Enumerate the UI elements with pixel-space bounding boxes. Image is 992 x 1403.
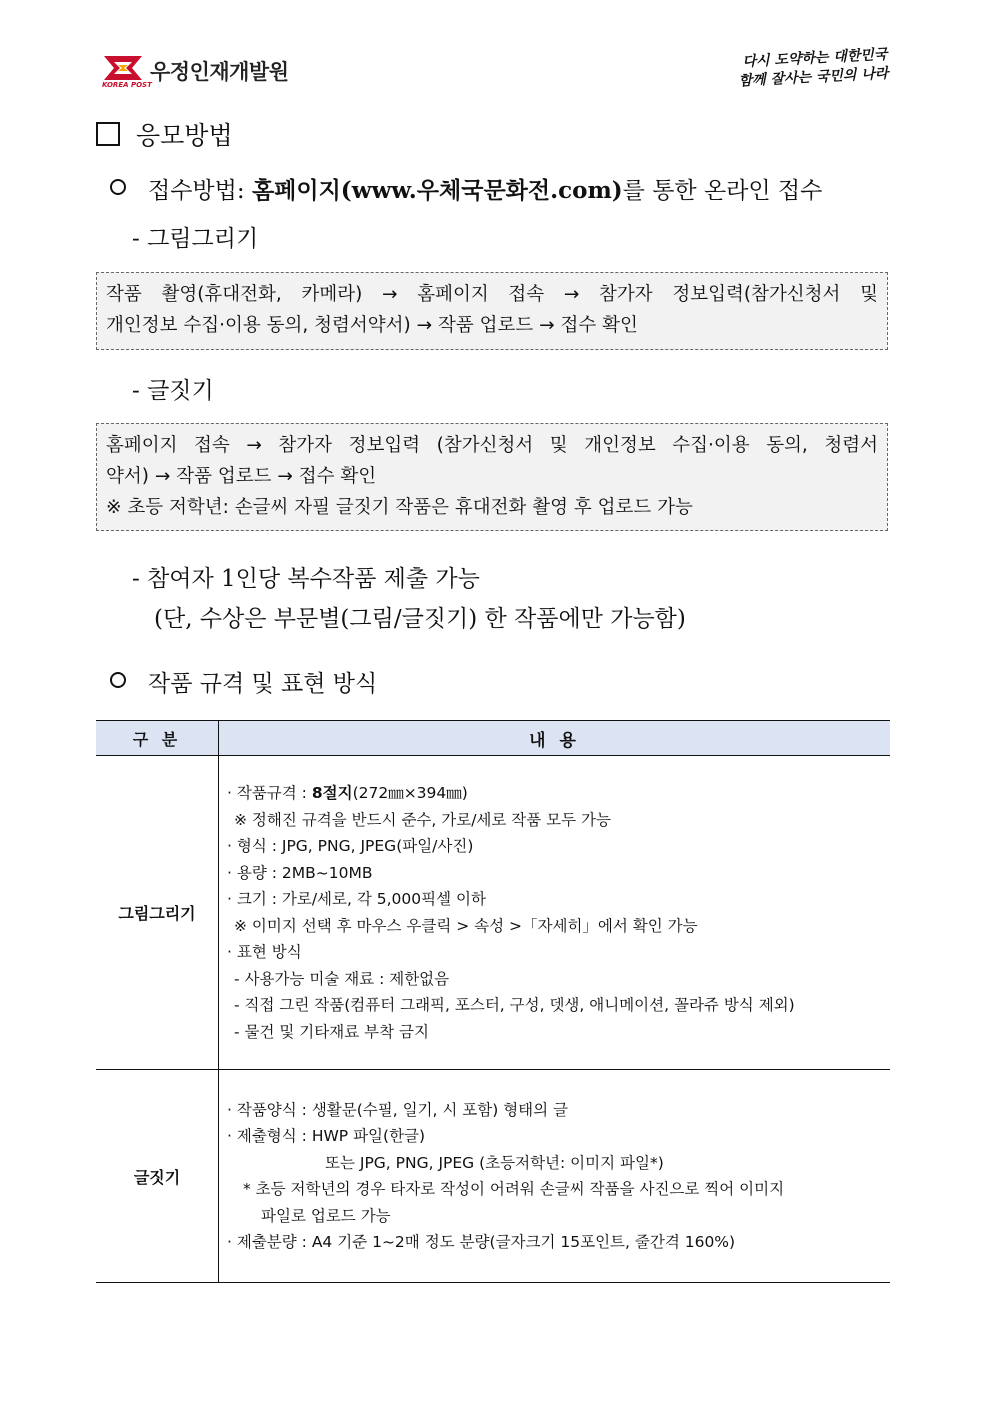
submission-method xyxy=(110,172,822,205)
logo-sub: KOREA POST xyxy=(102,81,152,89)
writing-heading: - 글짓기 xyxy=(132,378,214,404)
table-header-category: 구 분 xyxy=(96,721,219,756)
spec-line: · 형식 : JPG, PNG, JPEG(파일/사진) xyxy=(227,837,474,855)
spec-line: · 표현 방식 xyxy=(227,943,302,961)
spec-line: 또는 JPG, PNG, JPEG (초등저학년: 이미지 파일*) xyxy=(325,1153,664,1172)
spec-line: - 물건 및 기타재료 부착 금지 xyxy=(234,1022,429,1041)
drawing-steps-line2: 개인정보 수집·이용 동의, 청렴서약서) → 작품 업로드 → 접수 확인 xyxy=(106,315,638,336)
table-category: 글짓기 xyxy=(96,1070,219,1283)
table-header-content: 내 용 xyxy=(219,721,891,756)
drawing-heading: - 그림그리기 xyxy=(132,226,259,252)
writing-steps-box xyxy=(96,423,888,531)
spec-line: * 초등 저학년의 경우 타자로 작성이 어려워 손글씨 작품을 사진으로 찍어 이미지 xyxy=(243,1180,785,1198)
table-header-row xyxy=(96,721,890,756)
spec-line: · 작품양식 : 생활문(수필, 일기, 시 포함) 형태의 글 xyxy=(227,1100,569,1119)
section-title: 응모방법 xyxy=(96,116,233,152)
spec-table xyxy=(96,720,890,1283)
spec-line: ※ 이미지 선택 후 마우스 우클릭 > 속성 >「자세히」에서 확인 가능 xyxy=(234,916,698,935)
multi-entry-line2: (단, 수상은 부문별(그림/글짓기) 한 작품에만 가능함) xyxy=(154,606,686,632)
table-row xyxy=(96,1070,890,1283)
drawing-steps-line1: 작품 촬영(휴대전화, 카메라) → 홈페이지 접속 → 참가자 정보입력(참가신청서 및 xyxy=(106,284,878,305)
spec-line: - 사용가능 미술 재료 : 제한없음 xyxy=(234,969,450,988)
table-content xyxy=(219,756,891,1070)
writing-note: ※ 초등 저학년: 손글씨 자필 글짓기 작품은 휴대전화 촬영 후 업로드 가능 xyxy=(106,497,693,518)
slogan xyxy=(717,46,889,93)
logo xyxy=(102,52,302,92)
circle-bullet-icon xyxy=(110,672,126,688)
spec-line: 파일로 업로드 가능 xyxy=(261,1206,391,1225)
writing-steps-line1: 홈페이지 접속 → 참가자 정보입력 (참가신청서 및 개인정보 수집·이용 동의, 청렴서 xyxy=(106,435,878,456)
spec-line: · 작품규격 : 8절지(272㎜×394㎜) xyxy=(227,784,468,802)
circle-bullet-icon xyxy=(110,179,126,195)
table-row xyxy=(96,756,890,1070)
checkbox-square-icon xyxy=(96,122,120,146)
spec-line: · 용량 : 2MB~10MB xyxy=(227,863,373,882)
multi-entry-line1: - 참여자 1인당 복수작품 제출 가능 xyxy=(132,566,480,592)
spec-line: · 크기 : 가로/세로, 각 5,000픽셀 이하 xyxy=(227,890,486,908)
slogan-line2: 함께 잘사는 국민의 나라 xyxy=(738,65,889,90)
spec-heading: 작품 규격 및 표현 방식 xyxy=(110,665,377,698)
table-category: 그림그리기 xyxy=(96,756,219,1070)
submission-suffix: 를 통한 온라인 접수 xyxy=(622,178,823,204)
spec-line: ※ 정해진 규격을 반드시 준수, 가로/세로 작품 모두 가능 xyxy=(234,810,611,829)
logo-name: 우정인재개발원 xyxy=(150,60,289,84)
spec-line: · 제출분량 : A4 기준 1~2매 정도 분량(글자크기 15포인트, 줄간격 160%) xyxy=(227,1233,736,1251)
spec-line: - 직접 그린 작품(컴퓨터 그래픽, 포스터, 구성, 뎃생, 애니메이션, 꼴라쥬 방식 제외) xyxy=(234,996,795,1014)
writing-steps-line2: 약서) → 작품 업로드 → 접수 확인 xyxy=(106,466,377,487)
slogan-line1: 다시 도약하는 대한민국 xyxy=(742,46,888,71)
submission-label: 접수방법: xyxy=(148,178,245,204)
table-content xyxy=(219,1070,891,1283)
submission-url: 홈페이지(www.우체국문화전.com) xyxy=(251,177,623,204)
spec-line: · 제출형식 : HWP 파일(한글) xyxy=(227,1127,426,1145)
drawing-steps-box xyxy=(96,272,888,350)
